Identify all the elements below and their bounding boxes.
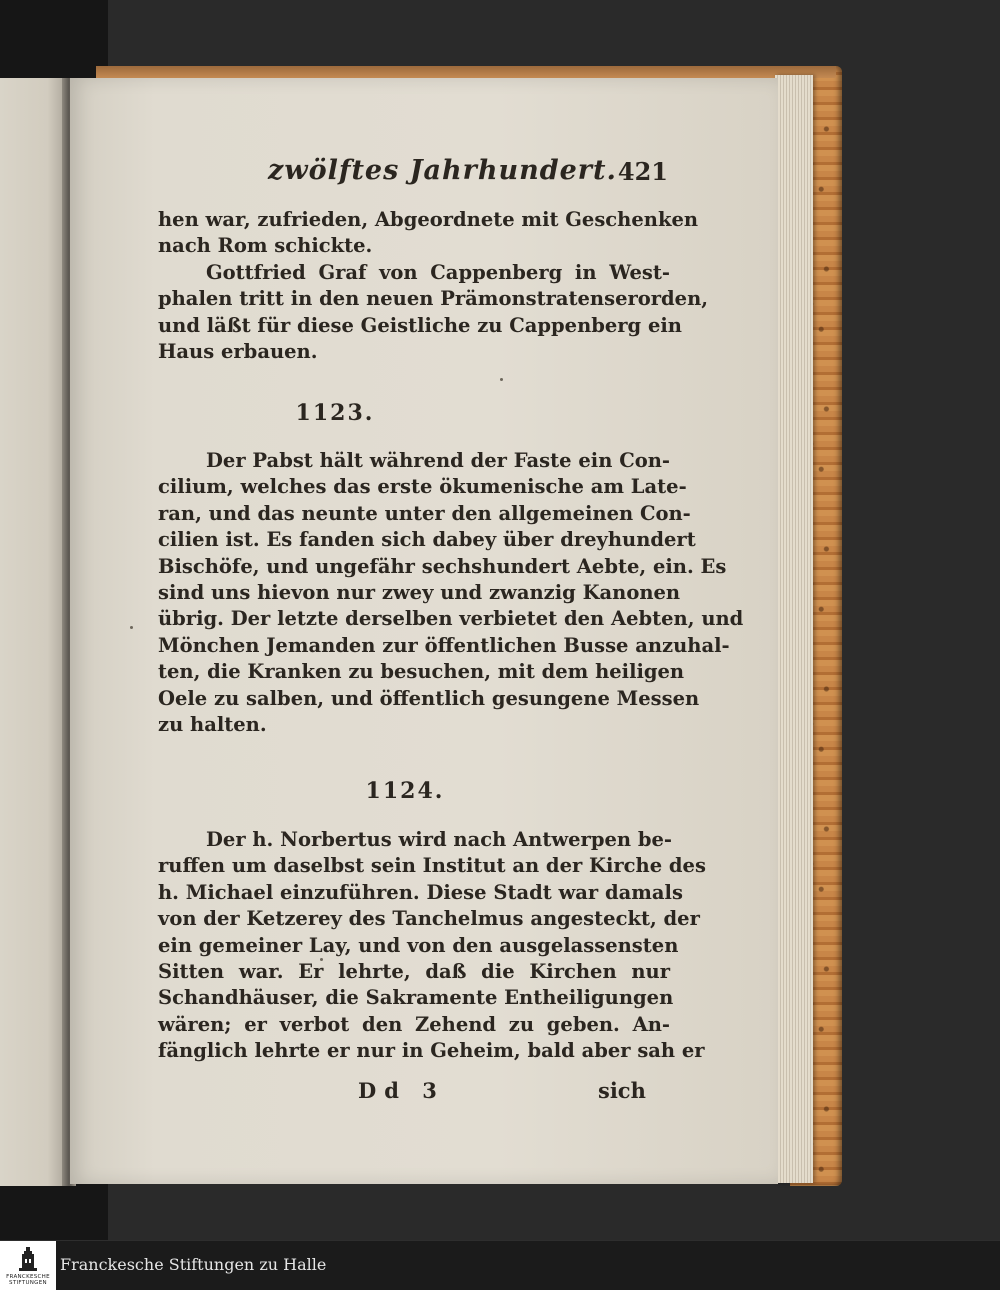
viewer-footer-bar [0, 1240, 1000, 1290]
institution-name: Franckesche Stiftungen zu Halle [60, 1255, 327, 1274]
text-line: und läßt für diese Geistliche zu Cappenberg ein [158, 313, 682, 337]
running-head [268, 155, 668, 195]
institution-logo[interactable] [0, 1241, 56, 1290]
text-line: Oele zu salben, und öffentlich gesungene Messen [158, 686, 700, 710]
catchword: sich [598, 1078, 646, 1103]
text-line: Haus erbauen. [158, 339, 318, 363]
text-line: cilien ist. Es fanden sich dabey über dreyhundert [158, 528, 696, 552]
text-line: übrig. Der letzte derselben verbietet den Aebten, und [158, 607, 744, 631]
text-line: Der h. Norbertus wird nach Antwerpen be- [206, 828, 672, 851]
paragraph-3 [158, 827, 706, 1065]
text-line: Mönchen Jemanden zur öffentlichen Busse anzuhal- [158, 633, 730, 657]
year-heading: 1123. [295, 400, 375, 426]
text-line: h. Michael einzuführen. Diese Stadt war damals [158, 880, 683, 904]
signature-mark: Dd 3 [358, 1078, 445, 1103]
text-line: hen war, zufrieden, Abgeordnete mit Geschenken [158, 208, 699, 231]
paragraph-2 [158, 448, 744, 738]
logo-text: STIFTUNGEN [9, 1280, 47, 1286]
text-line: ran, und das neunte unter den allgemeinen Con- [158, 501, 691, 525]
text-line: von der Ketzerey des Tanchelmus angesteckt, der [158, 907, 700, 931]
text-line: Gottfried Graf von Cappenberg in West- [206, 260, 670, 284]
text-line: ten, die Kranken zu besuchen, mit dem heiligen [158, 660, 685, 684]
text-line: sind uns hievon nur zwey und zwanzig Kanonen [158, 580, 681, 604]
paper-speck [500, 378, 503, 381]
text-line: phalen tritt in den neuen Prämonstratenserorden, [158, 287, 709, 311]
text-line: fänglich lehrte er nur in Geheim, bald aber sah er [158, 1039, 705, 1063]
text-line: Bischöfe, und ungefähr sechshundert Aebte, ein. Es [158, 554, 727, 578]
text-line: zu halten. [158, 712, 267, 736]
left-page [0, 78, 68, 1186]
page-number: 421 [617, 157, 668, 186]
paragraph-1 [158, 207, 709, 365]
running-title: zwölftes Jahrhundert. [268, 155, 617, 186]
text-line: ein gemeiner Lay, und von den ausgelassensten [158, 933, 679, 957]
logo-text: FRANCKESCHE [6, 1274, 50, 1280]
text-line: cilium, welches das erste ökumenische am Late- [158, 475, 687, 499]
page-footer [158, 1078, 670, 1108]
text-line: nach Rom schickte. [158, 234, 373, 258]
paper-speck [130, 626, 133, 629]
page-stack [775, 75, 813, 1183]
francke-logo-icon [19, 1247, 37, 1273]
text-line: Sitten war. Er lehrte, daß die Kirchen nur [158, 959, 670, 983]
text-line: wären; er verbot den Zehend zu geben. An- [158, 1012, 670, 1036]
text-line: Schandhäuser, die Sakramente Entheiligungen [158, 986, 674, 1010]
text-line: Der Pabst hält während der Faste ein Con- [206, 449, 670, 472]
text-line: ruffen um daselbst sein Institut an der Kirche des [158, 854, 706, 878]
year-heading: 1124. [365, 778, 445, 804]
book-top-board [96, 66, 836, 78]
